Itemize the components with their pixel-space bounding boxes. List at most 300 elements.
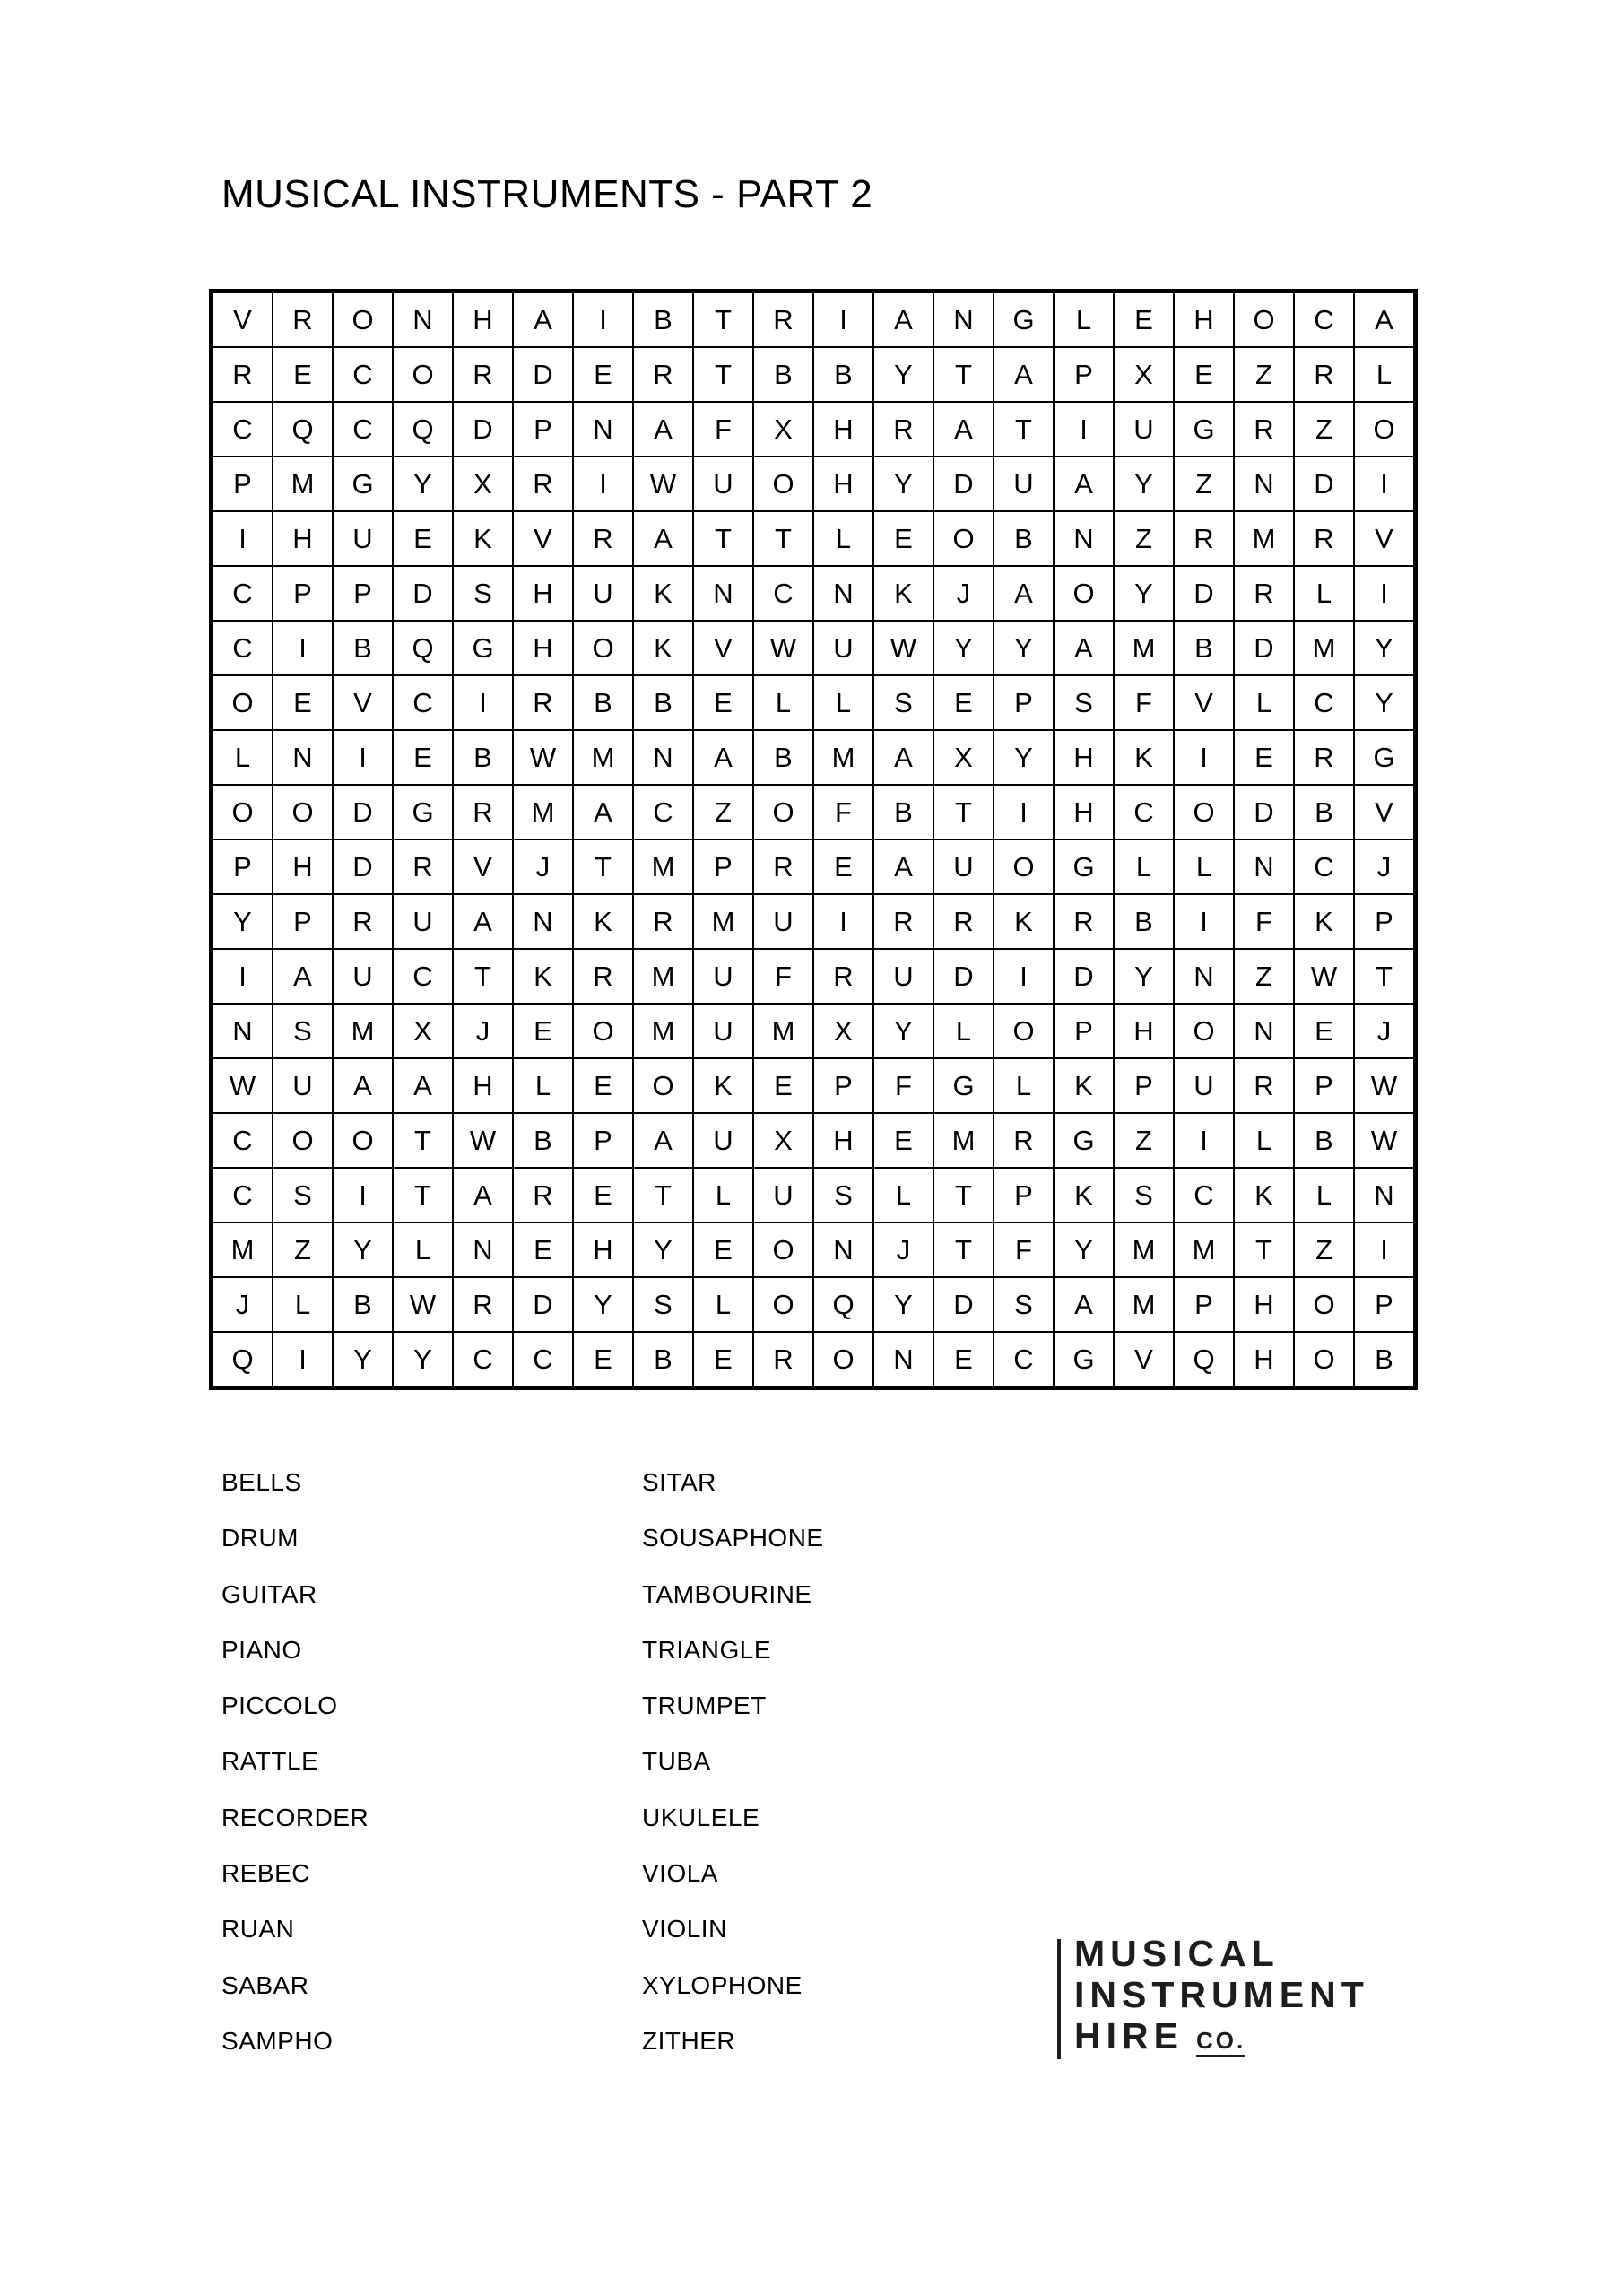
grid-cell: D bbox=[393, 566, 453, 621]
grid-cell: R bbox=[753, 1332, 813, 1388]
logo-co-suffix: CO. bbox=[1196, 2027, 1245, 2057]
grid-cell: I bbox=[333, 730, 393, 785]
grid-cell: C bbox=[393, 675, 453, 730]
grid-cell: R bbox=[633, 347, 693, 402]
grid-cell: T bbox=[1354, 949, 1416, 1004]
grid-cell: M bbox=[573, 730, 633, 785]
grid-cell: K bbox=[1294, 894, 1354, 949]
grid-cell: K bbox=[453, 511, 513, 566]
grid-cell: C bbox=[1294, 839, 1354, 894]
grid-cell: Y bbox=[1114, 949, 1174, 1004]
grid-row bbox=[212, 1058, 1416, 1113]
grid-cell: F bbox=[693, 402, 753, 457]
grid-row bbox=[212, 894, 1416, 949]
word-item: VIOLIN bbox=[642, 1915, 727, 1944]
grid-cell: A bbox=[994, 347, 1054, 402]
word-item: XYLOPHONE bbox=[642, 1970, 803, 1999]
grid-cell: N bbox=[1054, 511, 1114, 566]
grid-cell: C bbox=[333, 347, 393, 402]
grid-cell: D bbox=[1174, 566, 1234, 621]
word-item: REBEC bbox=[221, 1859, 310, 1888]
grid-cell: E bbox=[693, 675, 753, 730]
grid-cell: Y bbox=[873, 1277, 933, 1332]
grid-cell: O bbox=[212, 675, 273, 730]
grid-cell: B bbox=[1294, 1113, 1354, 1168]
grid-cell: S bbox=[273, 1004, 333, 1058]
grid-cell: R bbox=[753, 291, 813, 348]
grid-cell: E bbox=[573, 1058, 633, 1113]
grid-cell: I bbox=[333, 1168, 393, 1222]
grid-cell: B bbox=[633, 1332, 693, 1388]
word-item: ZITHER bbox=[642, 2026, 736, 2055]
grid-row bbox=[212, 1332, 1416, 1388]
grid-cell: L bbox=[994, 1058, 1054, 1113]
grid-cell: Z bbox=[1294, 1222, 1354, 1277]
grid-cell: A bbox=[333, 1058, 393, 1113]
grid-cell: I bbox=[1174, 730, 1234, 785]
grid-cell: W bbox=[1354, 1113, 1416, 1168]
grid-cell: K bbox=[633, 621, 693, 675]
grid-cell: W bbox=[1294, 949, 1354, 1004]
word-item: PIANO bbox=[221, 1635, 302, 1664]
grid-cell: T bbox=[453, 949, 513, 1004]
grid-cell: T bbox=[693, 347, 753, 402]
grid-cell: A bbox=[453, 1168, 513, 1222]
grid-cell: Y bbox=[333, 1222, 393, 1277]
grid-cell: X bbox=[753, 402, 813, 457]
grid-cell: Y bbox=[212, 894, 273, 949]
grid-cell: K bbox=[573, 894, 633, 949]
grid-cell: V bbox=[693, 621, 753, 675]
grid-cell: U bbox=[1174, 1058, 1234, 1113]
grid-cell: Q bbox=[813, 1277, 873, 1332]
grid-cell: O bbox=[753, 457, 813, 511]
grid-cell: E bbox=[573, 347, 633, 402]
grid-cell: B bbox=[753, 347, 813, 402]
logo-line-instrument: INSTRUMENT bbox=[1074, 1974, 1369, 2015]
grid-cell: T bbox=[633, 1168, 693, 1222]
grid-cell: A bbox=[633, 511, 693, 566]
grid-cell: U bbox=[273, 1058, 333, 1113]
grid-cell: U bbox=[693, 1113, 753, 1168]
grid-row bbox=[212, 1277, 1416, 1332]
grid-cell: D bbox=[513, 1277, 573, 1332]
grid-cell: N bbox=[273, 730, 333, 785]
grid-cell: P bbox=[1054, 1004, 1114, 1058]
grid-cell: H bbox=[1234, 1277, 1294, 1332]
grid-cell: B bbox=[633, 675, 693, 730]
word-item: DRUM bbox=[221, 1524, 299, 1552]
grid-cell: O bbox=[333, 291, 393, 348]
grid-cell: M bbox=[1114, 1277, 1174, 1332]
grid-cell: M bbox=[1234, 511, 1294, 566]
grid-cell: C bbox=[1114, 785, 1174, 839]
grid-cell: L bbox=[1054, 291, 1114, 348]
grid-cell: U bbox=[333, 511, 393, 566]
grid-cell: T bbox=[933, 347, 994, 402]
grid-cell: H bbox=[1114, 1004, 1174, 1058]
grid-cell: X bbox=[813, 1004, 873, 1058]
grid-cell: M bbox=[633, 949, 693, 1004]
grid-cell: C bbox=[1294, 291, 1354, 348]
grid-cell: L bbox=[393, 1222, 453, 1277]
grid-cell: R bbox=[994, 1113, 1054, 1168]
grid-cell: L bbox=[1114, 839, 1174, 894]
grid-cell: I bbox=[453, 675, 513, 730]
grid-cell: R bbox=[393, 839, 453, 894]
grid-cell: G bbox=[933, 1058, 994, 1113]
grid-cell: L bbox=[273, 1277, 333, 1332]
grid-cell: E bbox=[933, 1332, 994, 1388]
grid-cell: P bbox=[333, 566, 393, 621]
grid-cell: M bbox=[633, 1004, 693, 1058]
grid-cell: T bbox=[393, 1168, 453, 1222]
grid-cell: R bbox=[933, 894, 994, 949]
grid-cell: G bbox=[1054, 1332, 1114, 1388]
grid-cell: R bbox=[453, 1277, 513, 1332]
grid-cell: V bbox=[513, 511, 573, 566]
grid-cell: Z bbox=[1114, 511, 1174, 566]
grid-cell: Y bbox=[1354, 621, 1416, 675]
grid-cell: D bbox=[453, 402, 513, 457]
grid-cell: R bbox=[1174, 511, 1234, 566]
grid-cell: L bbox=[873, 1168, 933, 1222]
grid-cell: O bbox=[573, 621, 633, 675]
logo bbox=[1057, 1933, 1369, 2061]
grid-cell: I bbox=[1174, 894, 1234, 949]
grid-cell: U bbox=[873, 949, 933, 1004]
grid-cell: C bbox=[333, 402, 393, 457]
grid-cell: X bbox=[1114, 347, 1174, 402]
logo-line-musical: MUSICAL bbox=[1074, 1933, 1280, 1974]
grid-cell: L bbox=[693, 1168, 753, 1222]
grid-cell: R bbox=[573, 511, 633, 566]
word-item: VIOLA bbox=[642, 1859, 718, 1888]
grid-cell: A bbox=[513, 291, 573, 348]
grid-cell: O bbox=[633, 1058, 693, 1113]
grid-cell: Y bbox=[633, 1222, 693, 1277]
grid-cell: L bbox=[753, 675, 813, 730]
grid-cell: Z bbox=[273, 1222, 333, 1277]
grid-cell: F bbox=[1234, 894, 1294, 949]
logo-text bbox=[1074, 1933, 1369, 2061]
grid-cell: E bbox=[933, 675, 994, 730]
grid-cell: K bbox=[633, 566, 693, 621]
grid-cell: O bbox=[1054, 566, 1114, 621]
grid-cell: V bbox=[1354, 511, 1416, 566]
grid-cell: H bbox=[813, 457, 873, 511]
grid-cell: E bbox=[513, 1222, 573, 1277]
grid-cell: P bbox=[1174, 1277, 1234, 1332]
grid-cell: R bbox=[873, 402, 933, 457]
grid-cell: S bbox=[1114, 1168, 1174, 1222]
grid-cell: D bbox=[333, 839, 393, 894]
grid-cell: B bbox=[813, 347, 873, 402]
grid-cell: R bbox=[513, 457, 573, 511]
grid-cell: Y bbox=[1354, 675, 1416, 730]
grid-cell: T bbox=[1234, 1222, 1294, 1277]
page-title: MUSICAL INSTRUMENTS - PART 2 bbox=[221, 172, 873, 216]
grid-cell: I bbox=[994, 949, 1054, 1004]
grid-cell: C bbox=[393, 949, 453, 1004]
grid-cell: N bbox=[1234, 839, 1294, 894]
grid-cell: H bbox=[1174, 291, 1234, 348]
grid-cell: R bbox=[1234, 1058, 1294, 1113]
grid-row bbox=[212, 675, 1416, 730]
grid-cell: D bbox=[1054, 949, 1114, 1004]
grid-row bbox=[212, 291, 1416, 348]
grid-cell: I bbox=[573, 291, 633, 348]
grid-cell: R bbox=[333, 894, 393, 949]
grid-cell: O bbox=[753, 1222, 813, 1277]
grid-cell: R bbox=[453, 347, 513, 402]
grid-cell: M bbox=[513, 785, 573, 839]
grid-cell: Y bbox=[873, 347, 933, 402]
grid-cell: M bbox=[633, 839, 693, 894]
grid-cell: E bbox=[873, 511, 933, 566]
grid-cell: B bbox=[573, 675, 633, 730]
grid-cell: K bbox=[513, 949, 573, 1004]
grid-cell: N bbox=[393, 291, 453, 348]
grid-cell: O bbox=[1294, 1277, 1354, 1332]
grid-cell: N bbox=[212, 1004, 273, 1058]
grid-cell: E bbox=[693, 1332, 753, 1388]
grid-cell: S bbox=[873, 675, 933, 730]
grid-cell: O bbox=[753, 1277, 813, 1332]
grid-cell: F bbox=[813, 785, 873, 839]
grid-cell: J bbox=[453, 1004, 513, 1058]
grid-cell: K bbox=[873, 566, 933, 621]
grid-cell: U bbox=[994, 457, 1054, 511]
grid-cell: A bbox=[994, 566, 1054, 621]
grid-cell: G bbox=[994, 291, 1054, 348]
grid-cell: Q bbox=[393, 621, 453, 675]
grid-cell: U bbox=[753, 1168, 813, 1222]
grid-cell: P bbox=[212, 457, 273, 511]
grid-cell: P bbox=[1354, 894, 1416, 949]
grid-cell: C bbox=[212, 1113, 273, 1168]
grid-cell: R bbox=[513, 675, 573, 730]
grid-cell: R bbox=[273, 291, 333, 348]
grid-cell: B bbox=[633, 291, 693, 348]
grid-cell: M bbox=[1114, 1222, 1174, 1277]
grid-cell: N bbox=[693, 566, 753, 621]
grid-cell: T bbox=[994, 402, 1054, 457]
grid-cell: T bbox=[693, 511, 753, 566]
grid-cell: Y bbox=[1054, 1222, 1114, 1277]
grid-cell: O bbox=[273, 1113, 333, 1168]
grid-cell: Y bbox=[933, 621, 994, 675]
grid-row bbox=[212, 566, 1416, 621]
grid-row bbox=[212, 785, 1416, 839]
word-item: RECORDER bbox=[221, 1803, 369, 1831]
grid-cell: I bbox=[994, 785, 1054, 839]
grid-cell: I bbox=[1354, 566, 1416, 621]
grid-cell: J bbox=[1354, 839, 1416, 894]
grid-cell: A bbox=[873, 291, 933, 348]
word-search-grid bbox=[209, 289, 1418, 1390]
grid-cell: J bbox=[933, 566, 994, 621]
grid-cell: X bbox=[453, 457, 513, 511]
grid-cell: L bbox=[813, 675, 873, 730]
word-item: TAMBOURINE bbox=[642, 1579, 812, 1608]
grid-cell: C bbox=[513, 1332, 573, 1388]
grid-cell: K bbox=[1234, 1168, 1294, 1222]
grid-row bbox=[212, 347, 1416, 402]
grid-cell: A bbox=[1054, 621, 1114, 675]
grid-cell: Y bbox=[1114, 566, 1174, 621]
grid-cell: E bbox=[273, 675, 333, 730]
grid-cell: Y bbox=[333, 1332, 393, 1388]
grid-cell: R bbox=[453, 785, 513, 839]
grid-cell: K bbox=[994, 894, 1054, 949]
grid-cell: L bbox=[513, 1058, 573, 1113]
grid-cell: E bbox=[513, 1004, 573, 1058]
grid-cell: Q bbox=[212, 1332, 273, 1388]
grid-cell: X bbox=[933, 730, 994, 785]
grid-cell: A bbox=[1054, 457, 1114, 511]
grid-cell: M bbox=[753, 1004, 813, 1058]
grid-cell: D bbox=[933, 457, 994, 511]
grid-cell: J bbox=[513, 839, 573, 894]
grid-cell: G bbox=[1174, 402, 1234, 457]
grid-cell: V bbox=[333, 675, 393, 730]
grid-cell: O bbox=[1234, 291, 1294, 348]
grid-cell: H bbox=[813, 1113, 873, 1168]
grid-cell: B bbox=[453, 730, 513, 785]
grid-cell: Y bbox=[573, 1277, 633, 1332]
grid-cell: Z bbox=[1234, 949, 1294, 1004]
grid-cell: A bbox=[933, 402, 994, 457]
logo-line-hire-co bbox=[1074, 2015, 1369, 2061]
grid-cell: T bbox=[393, 1113, 453, 1168]
grid-cell: Z bbox=[1234, 347, 1294, 402]
grid-cell: U bbox=[393, 894, 453, 949]
grid-cell: O bbox=[1174, 785, 1234, 839]
grid-cell: H bbox=[1054, 785, 1114, 839]
grid-cell: C bbox=[453, 1332, 513, 1388]
grid-cell: D bbox=[933, 1277, 994, 1332]
word-item: RUAN bbox=[221, 1915, 295, 1944]
word-list-right bbox=[642, 1455, 824, 2069]
word-list-left bbox=[221, 1455, 369, 2069]
grid-cell: J bbox=[212, 1277, 273, 1332]
grid-cell: I bbox=[212, 949, 273, 1004]
grid-cell: R bbox=[633, 894, 693, 949]
grid-cell: H bbox=[453, 1058, 513, 1113]
grid-cell: I bbox=[212, 511, 273, 566]
grid-cell: W bbox=[1354, 1058, 1416, 1113]
grid-cell: M bbox=[333, 1004, 393, 1058]
grid-cell: I bbox=[573, 457, 633, 511]
grid-cell: C bbox=[212, 621, 273, 675]
grid-cell: S bbox=[633, 1277, 693, 1332]
grid-cell: I bbox=[1354, 457, 1416, 511]
logo-divider-bar bbox=[1057, 1939, 1061, 2059]
grid-cell: F bbox=[994, 1222, 1054, 1277]
grid-cell: K bbox=[693, 1058, 753, 1113]
grid-cell: T bbox=[573, 839, 633, 894]
grid-cell: G bbox=[333, 457, 393, 511]
grid-cell: O bbox=[1354, 402, 1416, 457]
grid-cell: T bbox=[933, 1168, 994, 1222]
grid-cell: S bbox=[994, 1277, 1054, 1332]
grid-cell: V bbox=[1114, 1332, 1174, 1388]
grid-cell: Q bbox=[273, 402, 333, 457]
grid-cell: C bbox=[212, 1168, 273, 1222]
grid-cell: P bbox=[1294, 1058, 1354, 1113]
grid-cell: B bbox=[1174, 621, 1234, 675]
grid-cell: C bbox=[994, 1332, 1054, 1388]
grid-cell: N bbox=[633, 730, 693, 785]
grid-cell: E bbox=[1294, 1004, 1354, 1058]
grid-cell: J bbox=[873, 1222, 933, 1277]
word-item: TRUMPET bbox=[642, 1692, 767, 1720]
grid-cell: W bbox=[393, 1277, 453, 1332]
grid-cell: U bbox=[753, 894, 813, 949]
grid-cell: D bbox=[333, 785, 393, 839]
grid-cell: A bbox=[393, 1058, 453, 1113]
grid-cell: E bbox=[573, 1168, 633, 1222]
grid-cell: O bbox=[1174, 1004, 1234, 1058]
grid-cell: H bbox=[1234, 1332, 1294, 1388]
grid-cell: I bbox=[273, 621, 333, 675]
word-item: UKULELE bbox=[642, 1803, 760, 1831]
grid-cell: M bbox=[933, 1113, 994, 1168]
grid-cell: M bbox=[693, 894, 753, 949]
grid-cell: E bbox=[1174, 347, 1234, 402]
grid-cell: I bbox=[273, 1332, 333, 1388]
grid-cell: E bbox=[1234, 730, 1294, 785]
grid-cell: O bbox=[1294, 1332, 1354, 1388]
grid-row bbox=[212, 730, 1416, 785]
grid-cell: N bbox=[813, 1222, 873, 1277]
grid-cell: L bbox=[212, 730, 273, 785]
grid-cell: Z bbox=[1174, 457, 1234, 511]
grid-cell: D bbox=[1234, 621, 1294, 675]
grid-cell: U bbox=[693, 1004, 753, 1058]
grid-cell: O bbox=[994, 1004, 1054, 1058]
grid-cell: Y bbox=[873, 1004, 933, 1058]
grid-cell: Y bbox=[873, 457, 933, 511]
grid-cell: G bbox=[453, 621, 513, 675]
grid-cell: A bbox=[573, 785, 633, 839]
grid-cell: T bbox=[753, 511, 813, 566]
grid-cell: O bbox=[333, 1113, 393, 1168]
grid-cell: C bbox=[1174, 1168, 1234, 1222]
grid-cell: R bbox=[753, 839, 813, 894]
grid-row bbox=[212, 402, 1416, 457]
grid-cell: D bbox=[933, 949, 994, 1004]
grid-cell: P bbox=[994, 675, 1054, 730]
grid-cell: B bbox=[513, 1113, 573, 1168]
grid-cell: R bbox=[1294, 730, 1354, 785]
grid-cell: B bbox=[333, 1277, 393, 1332]
grid-cell: S bbox=[453, 566, 513, 621]
grid-cell: R bbox=[1234, 566, 1294, 621]
grid-cell: P bbox=[1354, 1277, 1416, 1332]
grid-cell: D bbox=[1294, 457, 1354, 511]
grid-cell: O bbox=[573, 1004, 633, 1058]
grid-cell: Z bbox=[693, 785, 753, 839]
grid-cell: L bbox=[693, 1277, 753, 1332]
grid-cell: P bbox=[573, 1113, 633, 1168]
grid-cell: P bbox=[513, 402, 573, 457]
grid-cell: N bbox=[513, 894, 573, 949]
grid-cell: H bbox=[573, 1222, 633, 1277]
grid-cell: L bbox=[813, 511, 873, 566]
grid-cell: K bbox=[1054, 1058, 1114, 1113]
